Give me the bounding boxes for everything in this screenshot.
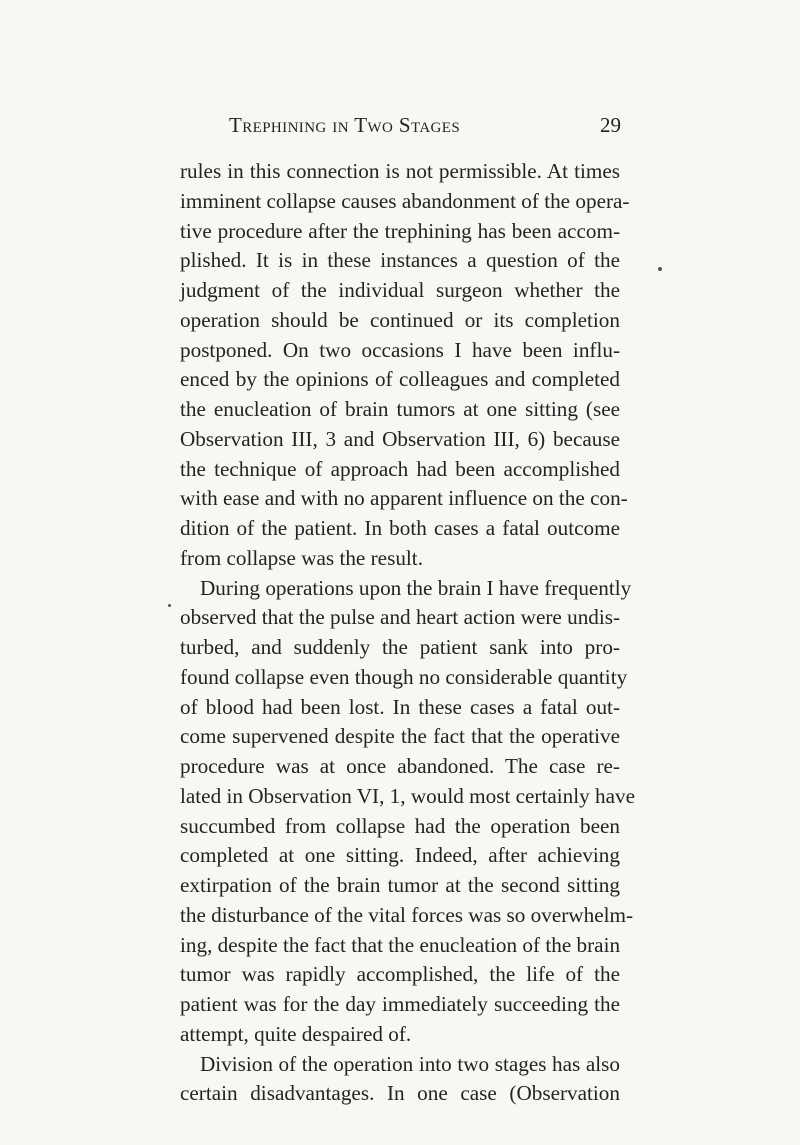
text-line: extirpation of the brain tumor at the second sitting	[180, 873, 620, 897]
text-line: tive procedure after the trephining has been accom-	[180, 218, 620, 243]
paragraph-first-line: Division of the operation into two stages has also	[200, 1051, 620, 1076]
text-line: ing, despite the fact that the enucleation of the brain	[180, 932, 621, 957]
text-line: succumbed from collapse had the operation been	[180, 813, 620, 838]
text-line: patient was for the day immediately succeeding the	[180, 992, 620, 1016]
text-line: the enucleation of brain tumors at one sitting (see	[180, 397, 620, 421]
text-line: with ease and with no apparent influence on the con-	[180, 486, 628, 511]
text-line: postponed. On two occasions I have been influ-	[180, 337, 620, 362]
text-line: turbed, and suddenly the patient sank into pro-	[180, 635, 620, 659]
text-line: judgment of the individual surgeon whether the	[180, 278, 620, 302]
text-line: tumor was rapidly accomplished, the life of the	[180, 962, 620, 987]
text-line: attempt, quite despaired of.	[180, 1021, 412, 1046]
text-line: found collapse even though no considerable quantity	[180, 664, 628, 689]
text-line: Observation III, 3 and Observation III, 6) because	[180, 426, 620, 451]
body-text	[180, 157, 636, 1109]
text-line: plished. It is in these instances a question of the	[180, 248, 620, 273]
page-number: 29	[600, 113, 621, 137]
text-line: dition of the patient. In both cases a fatal outcome	[180, 516, 620, 540]
paragraph-first-line: During operations upon the brain I have frequently	[200, 575, 632, 600]
text-line: enced by the opinions of colleagues and completed	[180, 367, 620, 392]
text-line: certain disadvantages. In one case (Observation	[180, 1081, 620, 1106]
text-line: the technique of approach had been accomplished	[180, 456, 620, 481]
text-line: imminent collapse causes abandonment of the opera-	[180, 188, 630, 213]
scan-speck	[658, 267, 662, 271]
text-line: observed that the pulse and heart action were undis-	[180, 605, 621, 630]
text-line: from collapse was the result.	[180, 545, 423, 570]
text-line: rules in this connection is not permissible. At times	[180, 159, 620, 183]
text-line: lated in Observation VI, 1, would most certainly have	[180, 783, 636, 808]
running-head	[229, 113, 621, 143]
text-line: the disturbance of the vital forces was so overwhelm-	[180, 902, 634, 927]
text-line: procedure was at once abandoned. The case re-	[180, 754, 620, 778]
scan-speck	[168, 604, 171, 607]
running-title: Trephining in Two Stages	[229, 113, 461, 137]
text-line: operation should be continued or its completion	[180, 307, 620, 332]
text-line: completed at one sitting. Indeed, after achieving	[180, 843, 620, 868]
text-line: of blood had been lost. In these cases a fatal out-	[180, 694, 620, 719]
text-line: come supervened despite the fact that the operative	[180, 724, 620, 749]
